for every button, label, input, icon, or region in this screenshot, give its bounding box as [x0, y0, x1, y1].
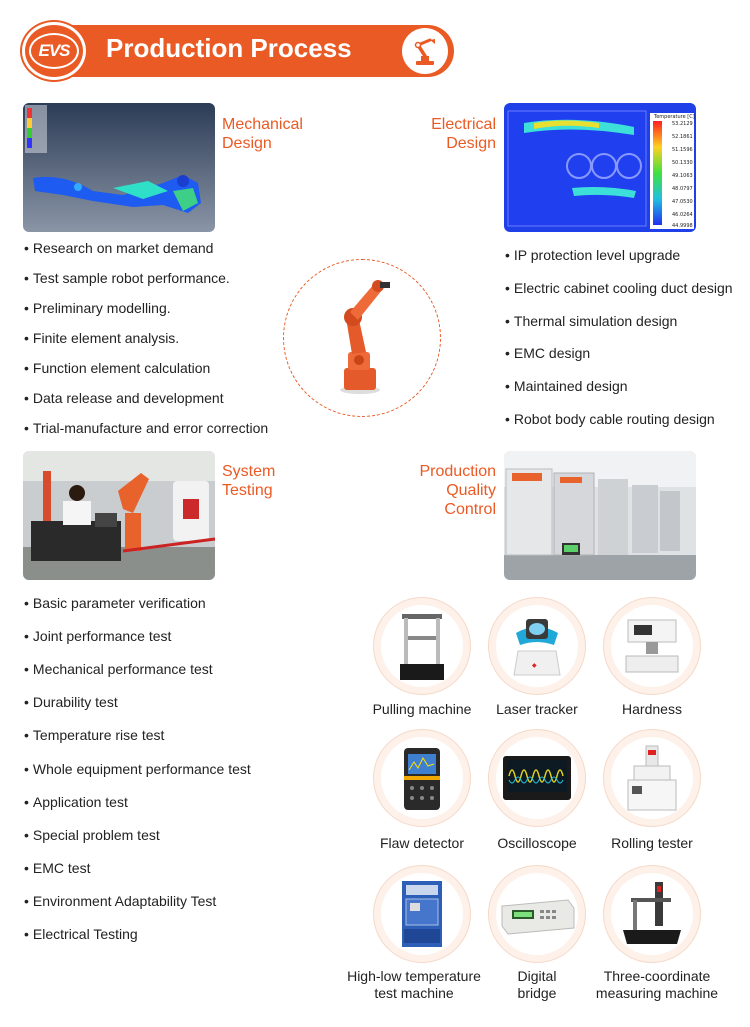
list-item: • Environment Adaptability Test [24, 893, 251, 926]
mechanical-design-title [222, 115, 303, 153]
list-item: • Durability test [24, 694, 251, 727]
mechanical-title-line2: Design [222, 135, 272, 152]
mechanical-list [24, 240, 268, 450]
list-item: • Whole equipment performance test [24, 761, 251, 794]
electrical-title-line1: Electrical [431, 116, 496, 133]
list-item: • Finite element analysis. [24, 330, 268, 360]
mechanical-title-line1: Mechanical [222, 116, 303, 133]
list-item: • Special problem test [24, 827, 251, 860]
list-item: • Basic parameter verification [24, 595, 251, 628]
equipment-label-line: High-low temperature [347, 968, 481, 984]
equipment-label-line: Flaw detector [379, 835, 465, 851]
hardness-tester-image [603, 597, 701, 695]
list-item: • Data release and development [24, 390, 268, 420]
equipment-label-line: Rolling tester [611, 835, 693, 851]
thermal-simulation-image [504, 103, 696, 232]
list-item: • Temperature rise test [24, 727, 251, 761]
system-testing-title [222, 462, 275, 500]
equipment-label-line: Oscilloscope [497, 835, 577, 851]
system-testing-list [24, 595, 251, 959]
list-item: • Preliminary modelling. [24, 300, 268, 330]
legend-value: 51.1596 [672, 147, 693, 153]
legend-value: 53.2129 [672, 121, 693, 127]
system-title-line1: System [222, 463, 276, 480]
rolling-tester-image [603, 729, 701, 827]
robot-arm-icon [402, 28, 448, 74]
equipment-label-line: bridge [517, 985, 557, 1001]
legend-value: 46.0264 [672, 212, 693, 218]
pulling-machine-image [373, 597, 471, 695]
legend-title: Temperature [C] [654, 114, 695, 120]
list-item: • Maintained design [505, 378, 733, 411]
equipment-label-line: Hardness [622, 701, 682, 717]
high-low-temperature-machine-image [373, 865, 471, 963]
oscilloscope-image [488, 729, 586, 827]
legend-value: 48.0797 [672, 186, 693, 192]
list-item: • Application test [24, 794, 251, 827]
factory-floor-photo [504, 451, 696, 580]
flaw-detector-image [373, 729, 471, 827]
system-testing-photo [23, 451, 215, 580]
equipment-label-line: Digital [517, 968, 557, 984]
equipment-label-line: Pulling machine [372, 701, 472, 717]
list-item: • Thermal simulation design [505, 313, 733, 345]
page-header [22, 22, 454, 80]
quality-title-line3: Control [444, 501, 496, 518]
three-coordinate-label [582, 968, 732, 1002]
hardness-label [582, 701, 722, 718]
electrical-title-line2: Design [446, 135, 496, 152]
equipment-label-line: Three-coordinate [603, 968, 711, 984]
electrical-list [505, 247, 733, 444]
list-item: • EMC test [24, 860, 251, 893]
three-coordinate-machine-image [603, 865, 701, 963]
legend-value: 50.1330 [672, 160, 693, 166]
equipment-label-line: Laser tracker [496, 701, 578, 717]
legend-value: 44.9998 [672, 223, 693, 229]
list-item: • Test sample robot performance. [24, 270, 268, 300]
laser-tracker-image [488, 597, 586, 695]
equipment-label-line: measuring machine [595, 985, 719, 1001]
rolling-tester-label [582, 835, 722, 852]
legend-value: 52.1861 [672, 134, 693, 140]
list-item: • Joint performance test [24, 628, 251, 661]
page-title: Production Process [106, 33, 352, 63]
list-item: • Electrical Testing [24, 926, 251, 959]
list-item: • Robot body cable routing design [505, 411, 733, 444]
evs-logo [22, 22, 86, 80]
list-item: • Trial-manufacture and error correction [24, 420, 268, 450]
list-item: • IP protection level upgrade [505, 247, 733, 280]
quality-title-line1: Production [419, 463, 496, 480]
list-item: • Function element calculation [24, 360, 268, 390]
electrical-design-title [400, 115, 496, 153]
list-item: • Research on market demand [24, 240, 268, 270]
legend-value: 49.1063 [672, 173, 693, 179]
list-item: • Electric cabinet cooling duct design [505, 280, 733, 313]
list-item: • Mechanical performance test [24, 661, 251, 694]
quality-title-line2: Quality [446, 482, 496, 499]
logo-text: EVS [29, 33, 79, 69]
digital-bridge-image [488, 865, 586, 963]
quality-control-title [380, 462, 496, 519]
svg-text:◆: ◆ [532, 662, 537, 669]
equipment-label-line: test machine [374, 985, 454, 1001]
mechanical-fea-image [23, 103, 215, 232]
industrial-robot-icon [284, 260, 440, 416]
center-robot-circle [283, 259, 441, 417]
list-item: • EMC design [505, 345, 733, 378]
legend-value: 47.0530 [672, 199, 693, 205]
system-title-line2: Testing [222, 482, 273, 499]
